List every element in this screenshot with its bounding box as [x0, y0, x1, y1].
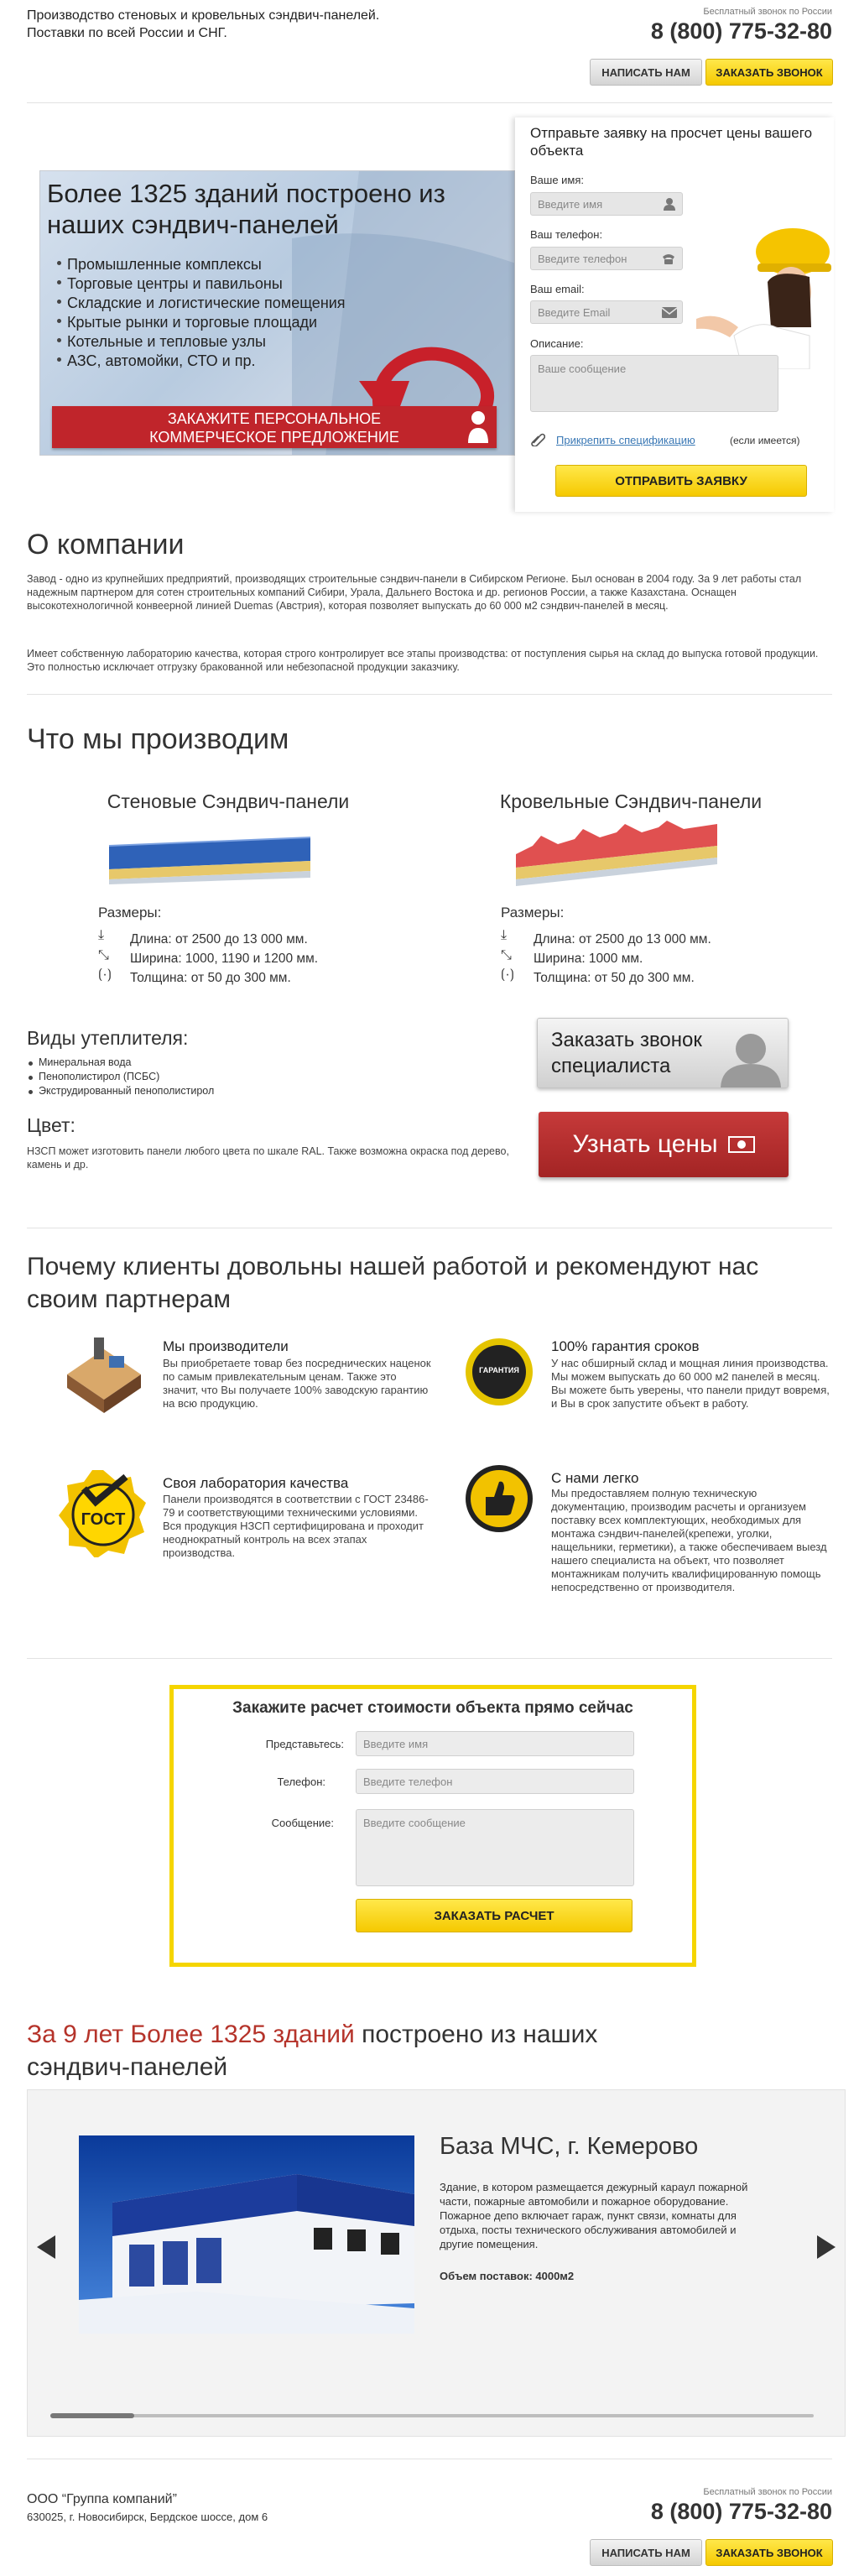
- feature-1-text: Вы приобретаете товар без посреднических наценок по самым привлекательным ценам. Также это значит, что Вы получаете 100% заводскую гарантию на всю продукцию.: [163, 1357, 431, 1410]
- portfolio-title: [27, 2018, 631, 2083]
- slide-volume: Объем поставок: 4000м2: [440, 2270, 575, 2282]
- header-free-call: Бесплатный звонок по России: [703, 7, 832, 17]
- hero-title: Более 1325 зданий построено из наших сэндвич-панелей: [47, 179, 445, 239]
- calc-message-label: Сообщение:: [271, 1817, 334, 1829]
- list-item: Торговые центры и павильоны: [55, 274, 346, 294]
- products-title: Что мы производим: [27, 723, 289, 755]
- request-phone-input[interactable]: [530, 247, 683, 270]
- money-icon: [728, 1136, 755, 1153]
- feature-2-title: 100% гарантия сроков: [551, 1338, 700, 1354]
- feature-4-title: С нами легко: [551, 1470, 639, 1486]
- roof-sizes-label: Размеры:: [501, 905, 565, 920]
- length-icon: ⤓: [98, 928, 105, 942]
- footer-write-button[interactable]: НАПИСАТЬ НАМ: [590, 2539, 702, 2566]
- calc-name-placeholder: Введите имя: [363, 1737, 429, 1750]
- request-description-placeholder: Ваше сообщение: [538, 362, 627, 375]
- slide-photo: [79, 2135, 414, 2334]
- insulation-list: [27, 1056, 214, 1098]
- hero-list: [55, 255, 346, 371]
- request-name-placeholder: Введите имя: [538, 197, 603, 211]
- list-item: Минеральная вода: [27, 1056, 214, 1070]
- footer-phone[interactable]: 8 (800) 775-32-80: [650, 2499, 832, 2524]
- phone-label: Ваш телефон:: [530, 228, 603, 241]
- feature-3-text: Панели производятся в соответствии с ГОСТ 23486-79 и соответствующими техническими условиями. Вся продукция НЗСП сертифицирована и проходит неоднократный контроль на всех этапах производства.: [163, 1493, 429, 1559]
- about-paragraph-1: Завод - одно из крупнейших предприятий, производящих строительные сэндвич-панели в Сибирском Регионе. Был основан в 2004 году. За 9 лет работы стал надежным партнером для сотен строительных компаний Сибири, Урала, Дальнего Востока и др. регионов России, а также Казахстана. Оснащен высокотехнологичной конвеерной линией Duemas (Австрия), которая позволяет выпускать до 60 000 м2 сэндвич-панелей в месяц.: [27, 573, 802, 612]
- email-label: Ваш email:: [530, 283, 585, 295]
- person-icon: [466, 409, 490, 443]
- header-tagline-1: Производство стеновых и кровельных сэндвич-панелей.: [27, 8, 380, 23]
- list-item: Котельные и тепловые узлы: [55, 332, 346, 352]
- color-title: Цвет:: [27, 1114, 75, 1136]
- list-item: Пенополистирол (ПСБС): [27, 1070, 214, 1084]
- calc-phone-label: Телефон:: [277, 1776, 325, 1788]
- footer-company: ООО “Группа компаний”: [27, 2492, 177, 2506]
- thickness-icon: ⟮·⟯: [98, 967, 112, 982]
- hero-cta-line-1: ЗАКАЖИТЕ ПЕРСОНАЛЬНОЕ: [167, 410, 382, 427]
- roof-panel-image: [508, 821, 726, 888]
- insulation-title: Виды утеплителя:: [27, 1027, 189, 1049]
- calc-name-input[interactable]: [356, 1731, 634, 1756]
- divider: [27, 102, 832, 103]
- request-name-input[interactable]: [530, 192, 683, 216]
- wall-width: Ширина: 1000, 1190 и 1200 мм.: [130, 952, 319, 966]
- gost-icon-label: ГОСТ: [81, 1510, 126, 1529]
- thickness-icon: ⟮·⟯: [501, 967, 514, 982]
- header-tagline: [27, 7, 497, 42]
- request-email-placeholder: Введите Email: [538, 305, 611, 319]
- girl-helmet-illustration: [684, 201, 835, 369]
- list-item: Крытые рынки и торговые площади: [55, 313, 346, 332]
- guarantee-badge-label: ГАРАНТИЯ: [479, 1366, 519, 1374]
- header-tagline-2: Поставки по всей России и СНГ.: [27, 26, 227, 40]
- hero-cta-button[interactable]: [52, 406, 497, 448]
- portfolio-title-highlight: За 9 лет Более 1325 зданий: [27, 2021, 355, 2048]
- footer-call-button[interactable]: ЗАКАЗАТЬ ЗВОНОК: [705, 2539, 833, 2566]
- footer-free-call: Бесплатный звонок по России: [703, 2487, 832, 2497]
- list-item: АЗС, автомойки, СТО и пр.: [55, 352, 346, 371]
- slide-title: База МЧС, г. Кемерово: [440, 2133, 699, 2160]
- slider-scrollbar-track[interactable]: [50, 2414, 814, 2417]
- request-submit-button[interactable]: ОТПРАВИТЬ ЗАЯВКУ: [555, 465, 807, 497]
- about-paragraph-2: Имеет собственную лабораторию качества, которая строго контролирует все этапы производства: от поступления сырья на склад до выпуска готовой продукции. Это полностью исключает отгрузку бракованной или небезопасной продукции заказчику.: [27, 648, 819, 673]
- calc-form-title: Закажите расчет стоимости объекта прямо сейчас: [232, 1699, 633, 1717]
- request-email-input[interactable]: [530, 300, 683, 324]
- desc-label: Описание:: [530, 337, 584, 350]
- hero-cta-line-2: КОММЕРЧЕСКОЕ ПРЕДЛОЖЕНИЕ: [149, 429, 399, 446]
- paperclip-icon: [530, 433, 545, 446]
- feature-4-text: Мы предоставляем полную техническую документацию, производим расчеты и организуем поставку всех комплектующих, необходимых для монтажа сэндвич-панелей(крепежи, уголки, нащельники, герметики), а также обеспечиваем выезд нашего специалиста на объект, что позволяет монтажникам получить квалифицированную помощь непосредственно от производителя.: [551, 1487, 827, 1593]
- header-call-button[interactable]: ЗАКАЗАТЬ ЗВОНОК: [705, 59, 833, 86]
- factory-icon: [60, 1332, 148, 1413]
- roof-thickness: Толщина: от 50 до 300 мм.: [534, 971, 695, 985]
- feature-2-text: У нас обширный склад и мощная линия производства. Мы можем выпускать до 60 000 м2 панелей в месяц. Вы можете быть уверены, что панели придут вовремя, и Вы в срок запустите объект в работу.: [551, 1357, 830, 1410]
- width-icon: ⤡: [501, 948, 512, 962]
- list-item: Промышленные комплексы: [55, 255, 346, 274]
- request-form-title: Отправьте заявку на просчет цены вашего объекта: [530, 125, 813, 159]
- feature-3-title: Своя лаборатория качества: [163, 1475, 349, 1491]
- width-icon: ⤡: [98, 948, 109, 962]
- calc-submit-button[interactable]: ЗАКАЗАТЬ РАСЧЕТ: [356, 1899, 633, 1932]
- header-write-button[interactable]: НАПИСАТЬ НАМ: [590, 59, 702, 86]
- roof-width: Ширина: 1000 мм.: [534, 952, 643, 966]
- thumbs-up-icon: [464, 1463, 534, 1534]
- about-title: О компании: [27, 529, 185, 561]
- wall-panel-image: [101, 832, 319, 884]
- calc-message-placeholder: Введите сообщение: [363, 1817, 466, 1829]
- slider-prev-arrow[interactable]: [37, 2235, 55, 2259]
- wall-thickness: Толщина: от 50 до 300 мм.: [130, 971, 291, 985]
- attach-link[interactable]: Прикрепить спецификацию: [556, 434, 695, 446]
- calc-phone-input[interactable]: [356, 1769, 634, 1794]
- wall-sizes-label: Размеры:: [98, 905, 162, 920]
- get-prices-label: Узнать цены: [572, 1130, 718, 1158]
- phone-icon: [661, 252, 676, 265]
- request-phone-placeholder: Введите телефон: [538, 252, 627, 265]
- footer-address: 630025, г. Новосибирск, Бердское шоссе, дом 6: [27, 2511, 268, 2523]
- person-icon: [663, 197, 676, 211]
- request-description-textarea[interactable]: [530, 355, 778, 412]
- wall-panels-title: Стеновые Сэндвич-панели: [107, 790, 350, 812]
- hero-banner: [39, 170, 515, 456]
- why-title: Почему клиенты довольны нашей работой и рекомендуют нас своим партнерам: [27, 1253, 759, 1313]
- roof-length: Длина: от 2500 до 13 000 мм.: [534, 932, 711, 946]
- portfolio-title-rest: построено из наших сэндвич-панелей: [27, 2021, 598, 2081]
- length-icon: ⤓: [501, 928, 508, 942]
- divider: [27, 1658, 832, 1659]
- roof-panels-title: Кровельные Сэндвич-панели: [499, 790, 763, 812]
- list-item: Экструдированный пенополистирол: [27, 1084, 214, 1098]
- specialist-call-button[interactable]: [537, 1018, 789, 1088]
- wall-length: Длина: от 2500 до 13 000 мм.: [130, 932, 308, 946]
- header-phone[interactable]: 8 (800) 775-32-80: [650, 18, 832, 44]
- slider-scrollbar-thumb[interactable]: [50, 2413, 134, 2418]
- color-text: НЗСП может изготовить панели любого цвета по шкале RAL. Также возможна окраска под дерево, камень и др.: [27, 1145, 509, 1171]
- envelope-icon: [662, 307, 677, 318]
- slider-next-arrow[interactable]: [817, 2235, 836, 2259]
- calc-name-label: Представьтесь:: [265, 1738, 344, 1750]
- name-label: Ваше имя:: [530, 174, 585, 186]
- calc-message-textarea[interactable]: [356, 1809, 634, 1886]
- specialist-call-label: Заказать звонок специалиста: [551, 1029, 702, 1077]
- slide-description: Здание, в котором размещается дежурный караул пожарной части, пожарные автомобили и пожарное оборудование. Пожарное депо включает гараж, пункт связи, комнаты для отдыха, посты технического обслуживания автомобилей и другие помещения.: [440, 2181, 748, 2250]
- divider: [27, 694, 832, 695]
- attach-note: (если имеется): [730, 435, 800, 446]
- person-icon: [717, 1029, 784, 1088]
- feature-1-title: Мы производители: [163, 1338, 289, 1354]
- get-prices-button[interactable]: [539, 1112, 789, 1177]
- calc-phone-placeholder: Введите телефон: [363, 1775, 453, 1788]
- list-item: Складские и логистические помещения: [55, 294, 346, 313]
